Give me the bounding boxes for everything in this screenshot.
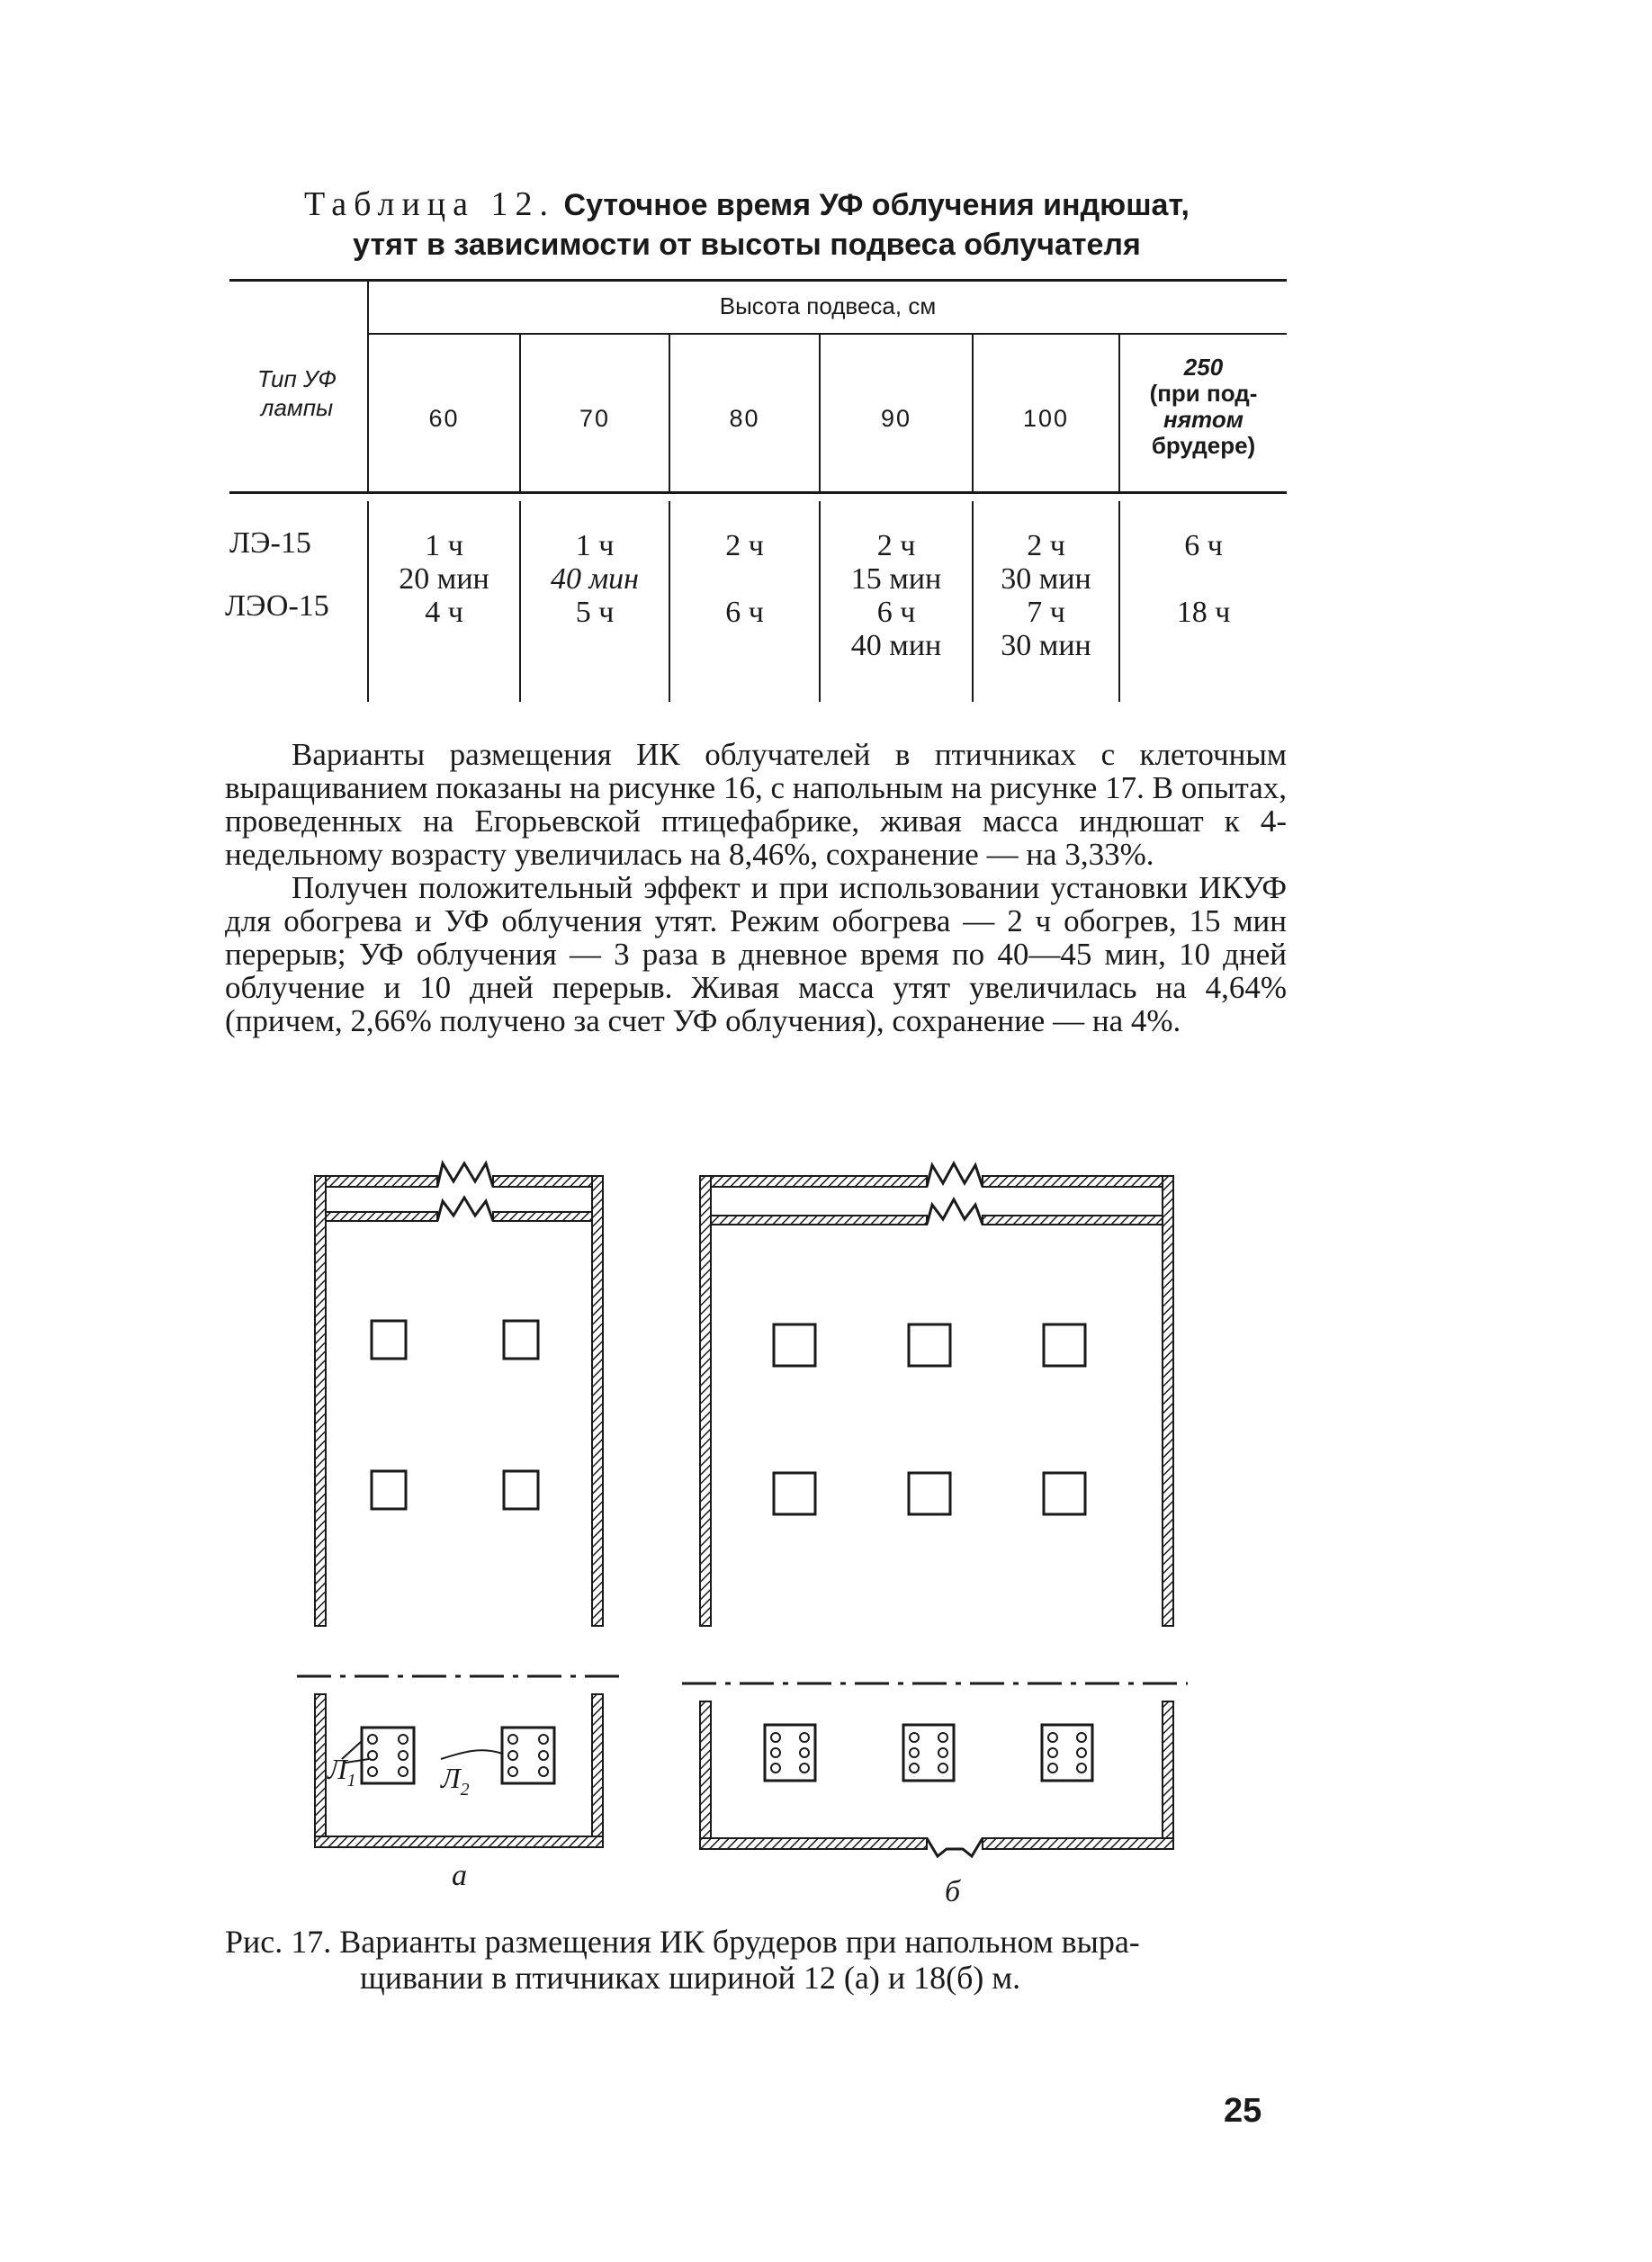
cell-line: 30 мин bbox=[1001, 562, 1091, 596]
table-cell bbox=[1120, 596, 1287, 629]
brooder-square bbox=[504, 1471, 538, 1509]
page-number: 25 bbox=[1224, 2092, 1262, 2130]
col-header-250-value: 250 bbox=[1183, 354, 1224, 381]
col-header: 70 bbox=[579, 405, 611, 432]
table-cell bbox=[821, 596, 972, 662]
table-cell bbox=[670, 529, 819, 562]
col-header: 60 bbox=[428, 405, 460, 432]
col-header: 80 bbox=[729, 405, 760, 432]
body-text bbox=[225, 738, 1287, 1037]
cell-line: 1 ч bbox=[425, 529, 463, 562]
plan-b bbox=[682, 1163, 1188, 1903]
row-header-text: Тип УФ лампы bbox=[256, 365, 337, 421]
cell-line: 4 ч bbox=[425, 596, 463, 629]
cell-line: 1 ч bbox=[575, 529, 615, 562]
table-group-rule bbox=[369, 333, 1287, 335]
cell-line: 40 мин bbox=[850, 629, 942, 662]
table-title: Суточное время УФ облучения индюшат, bbox=[563, 188, 1190, 222]
cell-line: 2 ч bbox=[1027, 529, 1065, 562]
brooder-square bbox=[1044, 1473, 1085, 1514]
col-header-250 bbox=[1120, 355, 1287, 459]
cell-line: 2 ч bbox=[876, 529, 916, 562]
data-table bbox=[225, 279, 1287, 702]
table-title-line1 bbox=[225, 184, 1269, 225]
figure-caption-line: Рис. 17. Варианты размещения ИК брудеров при напольном выра- bbox=[225, 1924, 1140, 1960]
brooder-square bbox=[372, 1321, 406, 1359]
cell-line: 40 мин bbox=[550, 562, 640, 596]
plan-a bbox=[297, 1163, 621, 1892]
brooder-square bbox=[774, 1324, 815, 1366]
table-top-rule bbox=[229, 279, 1287, 282]
cell-line: 15 мин bbox=[850, 562, 942, 596]
brooder-square bbox=[372, 1471, 406, 1509]
figure-caption bbox=[225, 1924, 1287, 1996]
lamp2-label: $Л_2$ bbox=[441, 1762, 470, 1800]
cell-line: 6 ч bbox=[876, 596, 916, 629]
cell-line: 20 мин bbox=[399, 562, 489, 596]
col-header-250-note: (при под- bbox=[1149, 380, 1258, 407]
table-title-line2: утят в зависимости от высоты подвеса облучателя bbox=[353, 228, 1141, 262]
paragraph: Варианты размещения ИК облучателей в птичниках с клеточным выращиванием показаны на рисунке 16, с напольным на рисунке 17. В опытах, проведенных на Егорьевской птицефабрике, живая масса индюшат к 4-недельному возрасту увеличилась на 8,46%, сохранение — на 3,33%. bbox=[225, 737, 1287, 872]
table-header-rule bbox=[229, 491, 1287, 494]
row-label: ЛЭ-15 bbox=[229, 526, 311, 560]
table-cell bbox=[521, 596, 669, 629]
table-cell bbox=[369, 596, 519, 629]
table-cell bbox=[1120, 529, 1287, 562]
table-cell bbox=[821, 529, 972, 596]
plan-b-label: б bbox=[945, 1875, 961, 1903]
table-cell bbox=[974, 596, 1118, 662]
paragraph: Получен положительный эффект и при использовании установки ИКУФ для обогрева и УФ облучения утят. Режим обогрева — 2 ч обогрев, 15 мин перерыв; УФ облучения — 3 раза в дневное время по 40—45 мин, 10 дней облучение и 10 дней перерыв. Живая масса утят увеличилась на 4,64% (причем, 2,66% получено за счет УФ облучения), сохранение — на 4%. bbox=[225, 870, 1287, 1038]
col-header-250-note: нятом bbox=[1163, 406, 1243, 433]
brooder-with-lamps bbox=[765, 1725, 815, 1781]
brooder-square bbox=[774, 1473, 815, 1514]
brooder-square bbox=[504, 1321, 538, 1359]
row-label: ЛЭО-15 bbox=[225, 589, 329, 623]
figure-caption-line: щивании в птичниках шириной 12 (а) и 18(б) м. bbox=[360, 1960, 1021, 1996]
brooder-with-lamps bbox=[903, 1725, 954, 1781]
table-cell bbox=[521, 529, 669, 596]
brooder-with-lamps bbox=[1042, 1725, 1092, 1781]
brooder-square bbox=[909, 1473, 950, 1514]
plan-a-label: а bbox=[452, 1859, 467, 1892]
col-header: 100 bbox=[1022, 405, 1070, 432]
brooder-with-lamps bbox=[362, 1728, 414, 1783]
cell-line: 7 ч bbox=[1027, 596, 1065, 629]
brooder-square bbox=[909, 1324, 950, 1366]
cell-line: 6 ч bbox=[1184, 529, 1223, 562]
cell-line: 30 мин bbox=[1001, 629, 1091, 662]
col-header-250-note: брудере) bbox=[1151, 432, 1256, 459]
cell-line: 6 ч bbox=[725, 596, 764, 629]
table-caption bbox=[225, 184, 1269, 265]
brooder-with-lamps bbox=[502, 1728, 554, 1783]
table-cell bbox=[670, 596, 819, 629]
row-header bbox=[229, 364, 364, 422]
brooder-square bbox=[1044, 1324, 1085, 1366]
cell-line: 18 ч bbox=[1176, 596, 1231, 629]
lamp1-label: $Л_1$ bbox=[328, 1753, 356, 1791]
cell-line: 5 ч bbox=[575, 596, 615, 629]
table-cell bbox=[369, 529, 519, 596]
col-header: 90 bbox=[880, 405, 912, 432]
figure-17 bbox=[297, 1138, 1206, 1903]
table-cell bbox=[974, 529, 1118, 596]
group-header: Высота подвеса, см bbox=[719, 292, 937, 319]
cell-line: 2 ч bbox=[725, 529, 764, 562]
table-label: Таблица 12. bbox=[303, 185, 556, 223]
